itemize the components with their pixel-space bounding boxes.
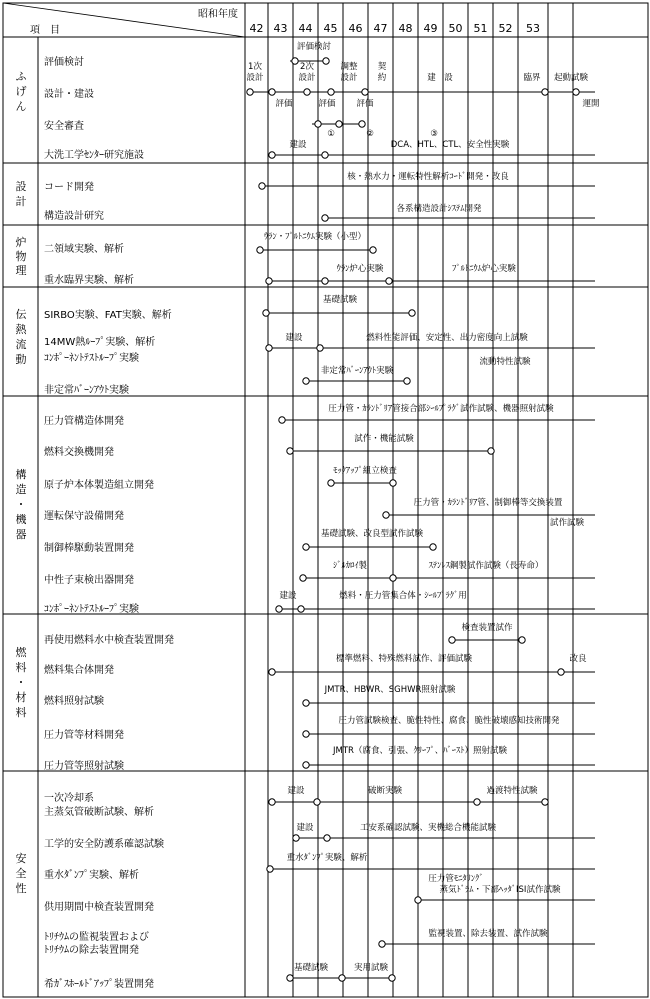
milestone-node <box>304 89 310 95</box>
section-label-char: 物 <box>15 250 27 263</box>
item-label: 二領域実験、解析 <box>44 244 124 255</box>
year-label: 51 <box>473 22 488 35</box>
milestone-node <box>303 731 309 737</box>
annotations <box>246 41 600 973</box>
annotation-text: 圧力管試験検査、脆性特性、腐食、脆性破壊感知技術開発 <box>338 716 560 726</box>
section-label-char: ・ <box>15 676 27 689</box>
annotation-text: 建設 <box>287 786 305 796</box>
item-label: ｺﾝﾎﾟｰﾈﾝﾄﾃｽﾄﾙｰﾌﾟ実験 <box>44 353 139 364</box>
milestone-node <box>269 799 275 805</box>
annotation-text: ﾓｯｸｱｯﾌﾟ組立検査 <box>333 466 397 476</box>
item-label: SIRBO実験、FAT実験、解析 <box>44 310 172 321</box>
milestone-node <box>257 247 263 253</box>
milestone-node <box>415 897 421 903</box>
item-label: 安全審査 <box>44 121 84 132</box>
annotation-text: JMTR、HBWR、SGHWR照射試験 <box>324 685 456 695</box>
item-label: 重水ﾀﾞﾝﾌﾟ実験、解析 <box>44 870 139 881</box>
milestone-node <box>386 278 392 284</box>
milestone-node <box>404 378 410 384</box>
milestone-node <box>300 575 306 581</box>
milestone-node <box>317 345 323 351</box>
annotation-text: 建設 <box>296 823 314 833</box>
milestone-node <box>303 378 309 384</box>
item-label: コード開発 <box>44 182 94 193</box>
milestone-node <box>379 941 385 947</box>
annotation-text: 監視装置、除去装置、試作試験 <box>428 929 548 939</box>
annotation-text: 試作・機能試験 <box>354 434 414 444</box>
item-label: 圧力管等照射試験 <box>44 761 124 772</box>
section-label-char: ・ <box>15 498 27 511</box>
annotation-text: 評価検討 <box>296 42 332 52</box>
milestone-node <box>266 278 272 284</box>
annotation-text: 基礎試験、改良型試作試験 <box>320 529 424 539</box>
annotation-text: 蒸気ﾄﾞﾗﾑ・下部ﾍｯﾀﾞISI試作試験 <box>439 885 561 895</box>
milestone-node <box>383 512 389 518</box>
annotation-text: 標準燃料、特殊燃料試作、評価試験 <box>335 654 473 664</box>
annotation-text: ② <box>366 129 374 139</box>
annotation-text: 評価 <box>318 99 336 109</box>
annotation-text: 契 <box>377 62 387 72</box>
annotation-text: 圧力管・ｶﾗﾝﾄﾞﾘｱ管接合部ｼｰﾙﾌﾟﾗｸﾞ試作試験、機器照射試験 <box>328 404 554 414</box>
milestone-node <box>430 544 436 550</box>
milestone-node <box>266 345 272 351</box>
milestone-node <box>542 799 548 805</box>
annotation-text: 検査装置試作 <box>461 623 513 633</box>
year-label: 53 <box>526 22 540 35</box>
milestone-node <box>247 89 253 95</box>
section-label-char: 流 <box>15 338 27 351</box>
annotation-text: 建設 <box>279 591 297 601</box>
item-label: 圧力管構造体開発 <box>44 416 124 427</box>
annotation-text: 流動特性試験 <box>479 357 531 367</box>
era-label: 昭和年度 <box>198 9 238 20</box>
annotation-text: 非定常ﾊﾞｰﾝｱｳﾄ実験 <box>320 366 394 376</box>
item-label: ﾄﾘﾁｳﾑの監視装置および <box>44 932 149 943</box>
year-label: 47 <box>373 22 388 35</box>
item-label: 希ｶﾞｽﾎｰﾙﾄﾞｱｯﾌﾟ装置開発 <box>44 979 154 990</box>
year-label: 48 <box>398 22 413 35</box>
annotation-text: ｳﾗﾝ・ﾌﾟﾙﾄﾆｳﾑ実験（小型） <box>263 232 367 242</box>
milestone-node <box>267 866 273 872</box>
milestone-node <box>269 89 275 95</box>
section-label-char: 計 <box>15 195 27 208</box>
annotation-text: 圧力管・ｶﾗﾝﾄﾞﾘｱ管、制御棒等交換装置 <box>413 498 563 508</box>
section-label-char: 設 <box>15 180 27 193</box>
milestone-node <box>328 89 334 95</box>
item-label: 主蒸気管破断試験、解析 <box>44 807 154 818</box>
annotation-text: JMTR（腐食、引張、ｸﾘｰﾌﾟ、ﾊﾞｰｽﾄ）照射試験 <box>333 746 507 756</box>
item-label: 項 目 <box>30 25 60 36</box>
annotation-text: 各系構造設計ｼｽﾃﾑ開発 <box>396 204 482 214</box>
annotation-text: 設計 <box>298 73 316 83</box>
annotation-text: ﾌﾟﾙﾄﾆｳﾑ炉心実験 <box>452 264 516 274</box>
year-label: 43 <box>273 22 288 35</box>
section-label-char: 動 <box>15 353 27 366</box>
annotation-text: 核・熱水力・運転特性解析ｺｰﾄﾞ開発・改良 <box>347 172 509 182</box>
item-label: ｺﾝﾎﾟｰﾈﾝﾄﾃｽﾄﾙｰﾌﾟ実験 <box>44 604 139 615</box>
item-label: 非定常ﾊﾞｰﾝｱｳﾄ実験 <box>44 385 129 396</box>
annotation-text: 基礎試験 <box>293 963 329 973</box>
section-label-char: 安 <box>15 852 27 865</box>
item-label: 中性子束検出器開発 <box>44 575 134 586</box>
item-label: 構造設計研究 <box>44 211 104 222</box>
milestone-node <box>279 417 285 423</box>
section-label-char: 理 <box>15 264 27 277</box>
item-label: 供用期間中検査装置開発 <box>44 902 154 913</box>
milestone-node <box>263 310 269 316</box>
item-label: 制御棒駆動装置開発 <box>44 543 134 554</box>
annotation-text: 試作試験 <box>549 518 585 528</box>
section-label-char: 材 <box>15 691 27 704</box>
milestone-node <box>259 183 265 189</box>
milestone-node <box>519 637 525 643</box>
year-label: 46 <box>348 22 363 35</box>
section-label-char: げ <box>15 85 27 98</box>
milestone-node <box>303 700 309 706</box>
item-label: 大洗工学ｾﾝﾀｰ研究施設 <box>44 150 144 161</box>
milestone-node <box>322 278 328 284</box>
annotation-text: 燃料・圧力管集合体・ｼｰﾙﾌﾟﾗｸﾞ用 <box>339 591 467 601</box>
milestone-node <box>558 669 564 675</box>
annotation-text: 1次 <box>248 62 262 72</box>
annotation-text: 改良 <box>569 654 587 664</box>
milestone-node <box>328 480 334 486</box>
section-label-char: 性 <box>15 882 27 895</box>
section-label-char: 全 <box>15 867 27 880</box>
year-label: 52 <box>498 22 513 35</box>
milestone-node <box>322 215 328 221</box>
milestone-node <box>390 575 396 581</box>
milestone-node <box>269 669 275 675</box>
annotation-text: ③ <box>430 129 438 139</box>
milestone-node <box>269 152 275 158</box>
section-label-char: ふ <box>15 70 27 83</box>
year-label: 49 <box>423 22 438 35</box>
annotation-text: 工安系確認試験、実機総合機能試験 <box>359 823 497 833</box>
milestone-node <box>336 121 342 127</box>
milestone-node <box>409 310 415 316</box>
annotation-text: 約 <box>377 73 387 83</box>
milestone-node <box>362 89 368 95</box>
annotation-text: 設計 <box>246 73 264 83</box>
milestone-node <box>287 975 293 981</box>
item-label: ﾄﾘﾁｳﾑの除去装置開発 <box>44 945 139 956</box>
annotation-text: 起動試験 <box>553 73 589 83</box>
section-label-char: 機 <box>15 513 27 526</box>
annotation-text: 破断実験 <box>367 786 403 796</box>
annotation-text: 重水ﾀﾞﾝﾌﾟ実験、解析 <box>286 853 368 863</box>
section-label-char: 伝 <box>15 308 27 321</box>
milestone-node <box>292 58 298 64</box>
milestone-node <box>573 89 579 95</box>
milestone-node <box>339 975 345 981</box>
milestone-node <box>389 975 395 981</box>
annotation-text: ｽﾃﾝﾚｽ鋼製試作試験（長寿命） <box>428 561 544 571</box>
annotation-text: 2次 <box>300 62 314 72</box>
milestone-node <box>449 637 455 643</box>
year-label: 50 <box>448 22 463 35</box>
item-label: 一次冷却系 <box>44 793 94 804</box>
annotation-text: 建設 <box>285 333 303 343</box>
item-label: 工学的安全防護系確認試験 <box>44 839 164 850</box>
annotation-text: ① <box>327 129 335 139</box>
annotation-text: 圧力管ﾓﾆﾀﾘﾝｸﾞ <box>428 874 484 884</box>
milestone-node <box>542 89 548 95</box>
milestone-node <box>303 762 309 768</box>
milestone-node <box>324 835 330 841</box>
annotation-text: 設計 <box>340 73 358 83</box>
milestone-node <box>390 480 396 486</box>
item-label: 燃料交換機開発 <box>44 447 114 458</box>
annotation-text: 臨界 <box>523 73 541 83</box>
annotation-text: 建設 <box>289 140 307 150</box>
milestone-node <box>303 544 309 550</box>
section-label-char: 器 <box>15 528 27 541</box>
item-labels <box>44 55 174 990</box>
section-label-char: 構 <box>15 468 27 481</box>
annotation-text: ｳﾗﾝ炉心実験 <box>336 264 384 274</box>
item-label: 燃料集合体開発 <box>44 665 114 676</box>
item-label: 再使用燃料水中検査装置開発 <box>44 635 174 646</box>
annotation-text: 過渡特性試験 <box>486 786 538 796</box>
milestone-node <box>474 799 480 805</box>
milestone-node <box>276 606 282 612</box>
timeline-bars <box>247 58 595 981</box>
annotation-text: 燃料性能評価、安定性、出力密度向上試験 <box>366 333 528 343</box>
milestone-node <box>359 121 365 127</box>
section-label-char: 燃 <box>15 646 27 659</box>
section-label-char: 料 <box>15 706 27 719</box>
item-label: 圧力管等材料開発 <box>44 730 124 741</box>
item-label: 評価検討 <box>44 57 84 68</box>
annotation-text: ｼﾞﾙｶﾛｲ製 <box>332 561 368 571</box>
item-label: 運転保守設備開発 <box>44 511 124 522</box>
annotation-text: 評価 <box>275 99 293 109</box>
annotation-text: DCA、HTL、CTL、安全性実験 <box>390 140 510 150</box>
item-label: 重水臨界実験、解析 <box>44 275 134 286</box>
item-label: 燃料照射試験 <box>44 696 104 707</box>
annotation-text: 運開 <box>582 99 600 109</box>
annotation-text: 調整 <box>340 62 358 72</box>
milestone-node <box>370 247 376 253</box>
annotation-text: 基礎試験 <box>322 295 358 305</box>
section-label-char: 料 <box>15 661 27 674</box>
milestone-node <box>322 152 328 158</box>
milestone-node <box>314 799 320 805</box>
item-label: 14MW熱ﾙｰﾌﾟ実験、解析 <box>44 337 156 348</box>
year-label: 42 <box>249 22 264 35</box>
milestone-node <box>315 121 321 127</box>
item-label: 原子炉本体製造組立開発 <box>44 480 154 491</box>
milestone-node <box>298 606 304 612</box>
milestone-node <box>287 448 293 454</box>
annotation-text: 建 設 <box>427 73 453 83</box>
section-label-char: 造 <box>15 483 27 496</box>
annotation-text: 実用試験 <box>353 963 389 973</box>
milestone-node <box>323 58 329 64</box>
section-label-char: 炉 <box>15 236 27 249</box>
annotation-text: 評価 <box>356 99 374 109</box>
milestone-node <box>488 448 494 454</box>
section-label-char: 熱 <box>15 323 27 336</box>
section-label-char: ん <box>15 100 27 113</box>
year-label: 45 <box>323 22 338 35</box>
item-label: 設計・建設 <box>44 89 94 100</box>
header <box>30 7 540 36</box>
milestone-node <box>293 835 299 841</box>
year-label: 44 <box>298 22 313 35</box>
